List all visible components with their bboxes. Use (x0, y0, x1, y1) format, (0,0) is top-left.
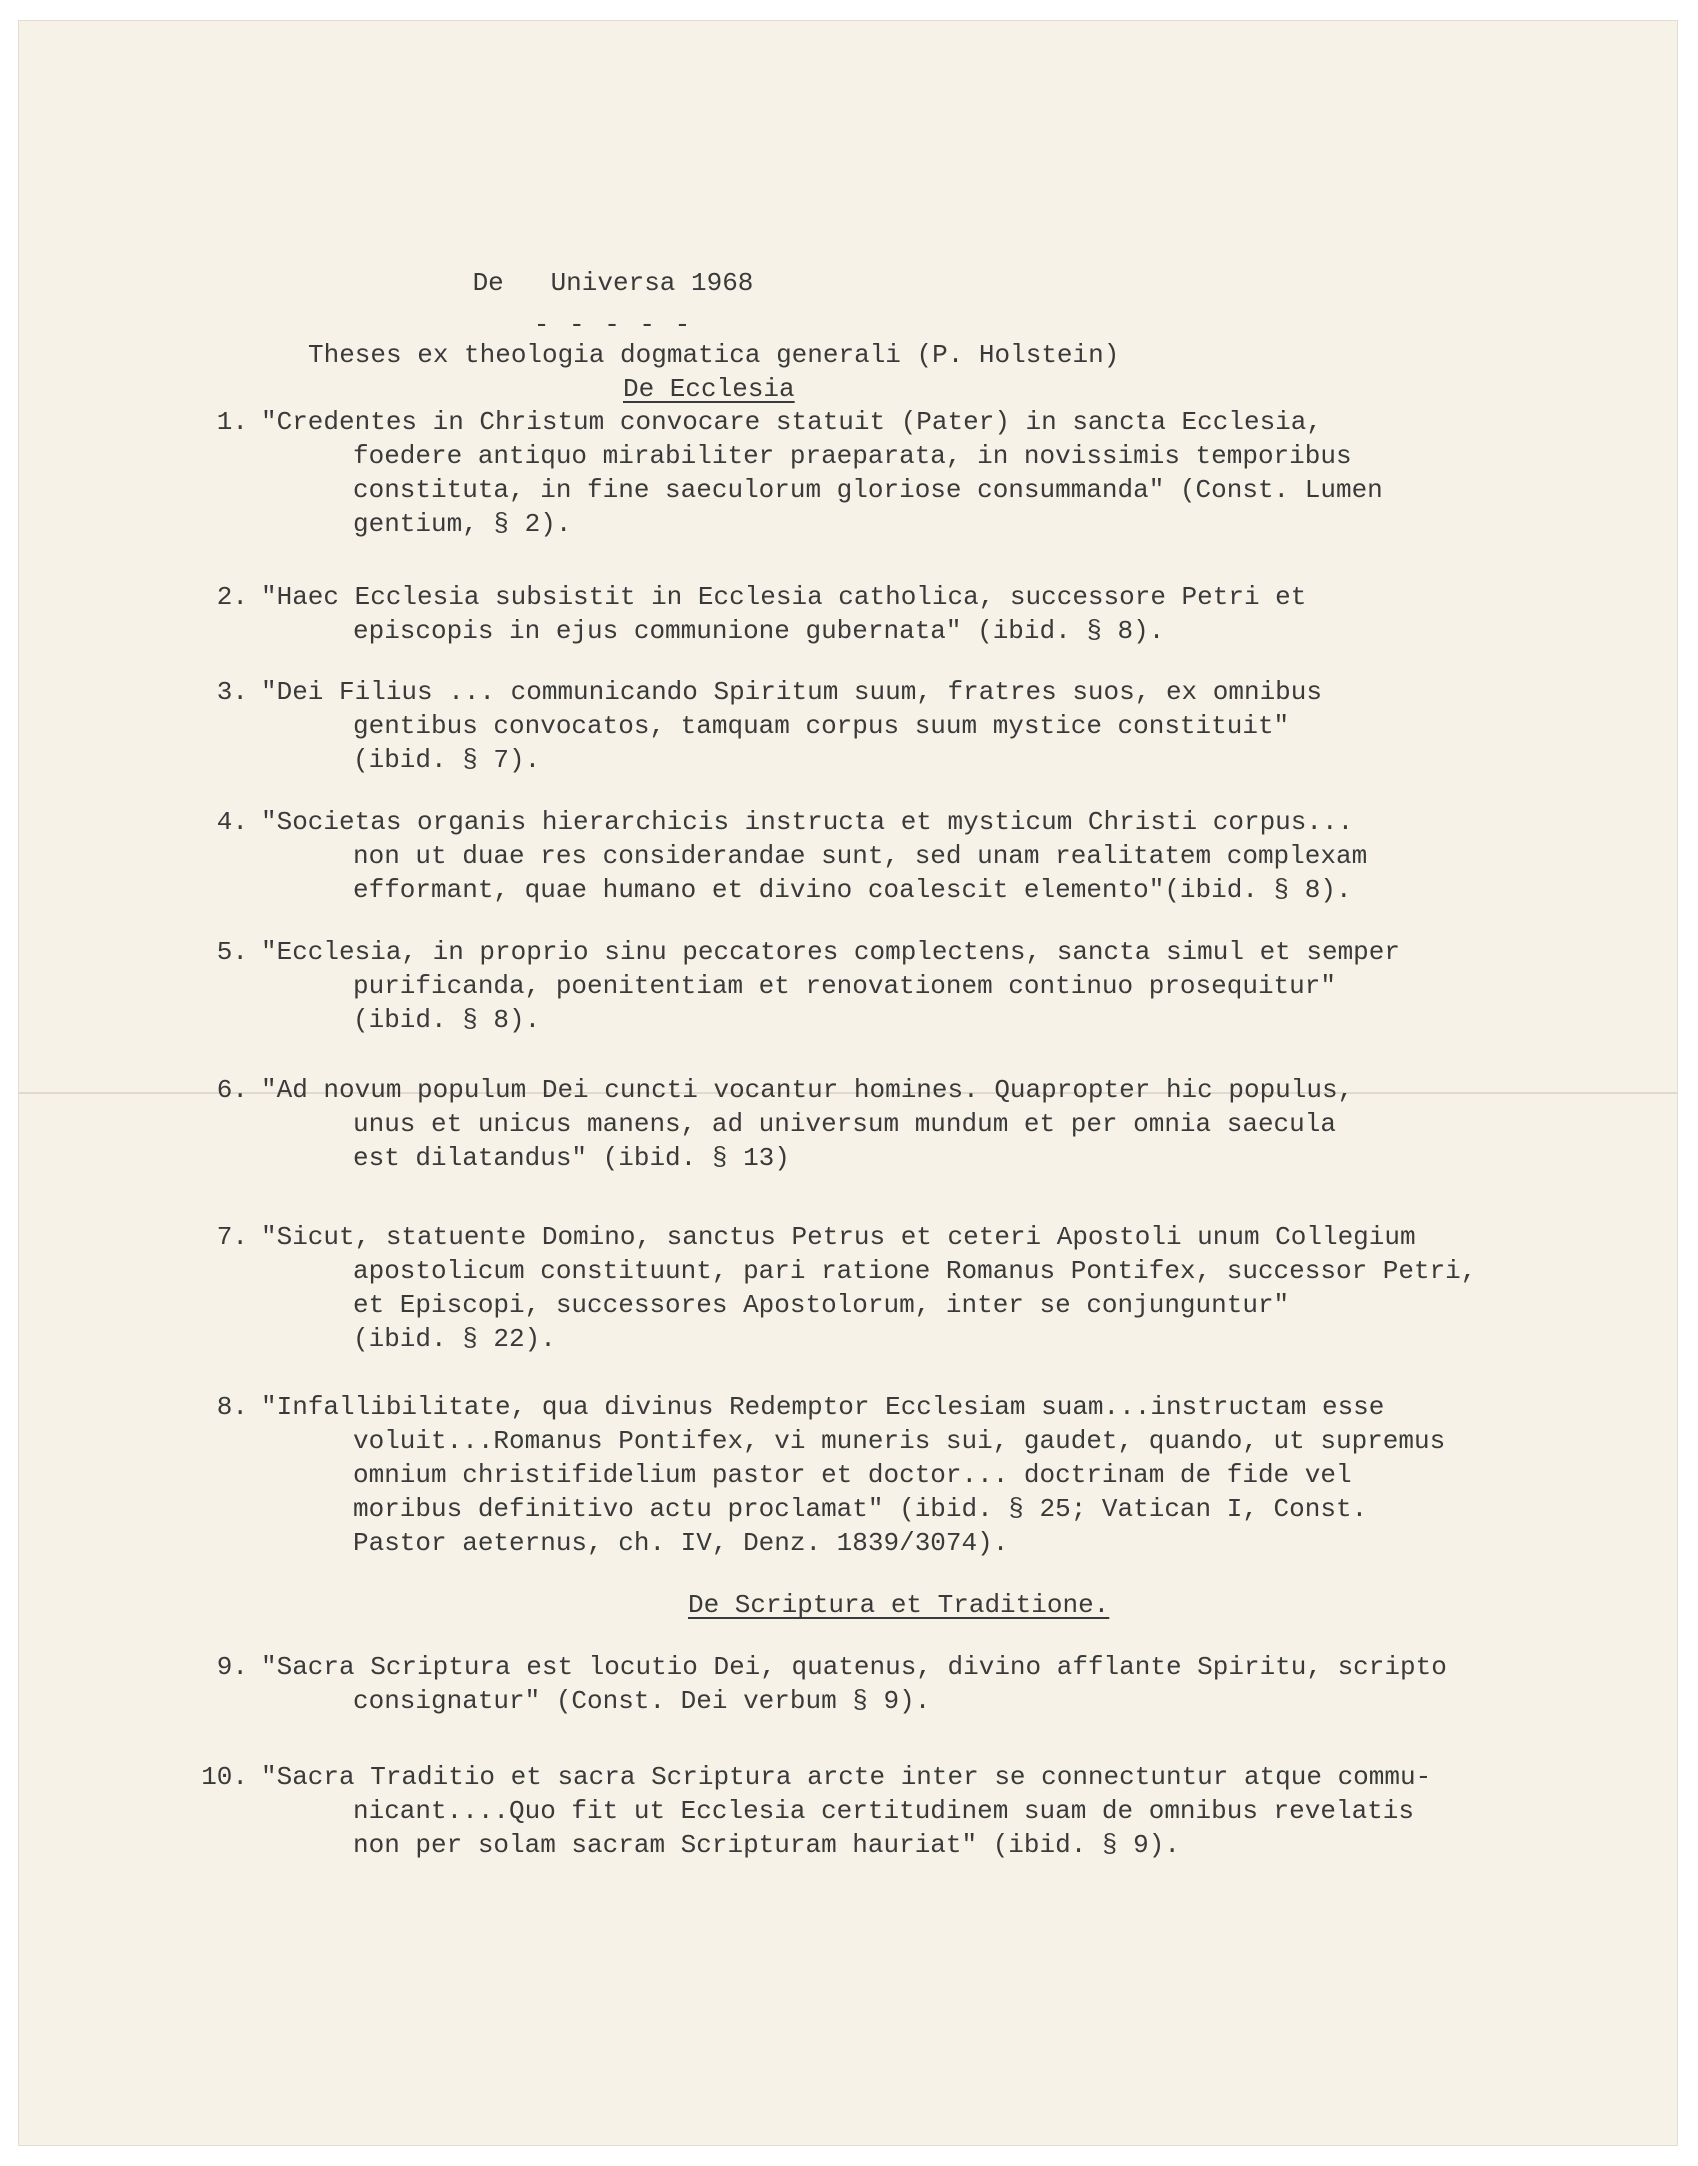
thesis-number: 5. (216, 937, 248, 967)
thesis-line: (ibid. § 22). (353, 1324, 556, 1354)
thesis-line: et Episcopi, successores Apostolorum, inter se conjunguntur" (353, 1290, 1290, 1320)
thesis-line: episcopis in ejus communione gubernata" (ibid. § 8). (353, 616, 1165, 646)
thesis-line: purificanda, poenitentiam et renovationem continuo prosequitur" (353, 971, 1336, 1001)
thesis-line: apostolicum constituunt, pari ratione Romanus Pontifex, successor Petri, (353, 1256, 1477, 1286)
thesis-line: unus et unicus manens, ad universum mundum et per omnia saecula (353, 1109, 1336, 1139)
page-subtitle: Theses ex theologia dogmatica generali (P. Holstein) (308, 340, 1120, 370)
thesis-number: 9. (216, 1652, 248, 1682)
thesis-line: consignatur" (Const. Dei verbum § 9). (353, 1686, 931, 1716)
thesis-line: constituta, in fine saeculorum gloriose consummanda" (Const. Lumen (353, 475, 1383, 505)
thesis-line: omnium christifidelium pastor et doctor... doctrinam de fide vel (353, 1460, 1352, 1490)
thesis-line: "Societas organis hierarchicis instructa et mysticum Christi corpus... (261, 807, 1354, 837)
thesis-line: "Credentes in Christum convocare statuit (Pater) in sancta Ecclesia, (261, 407, 1322, 437)
thesis-number: 2. (216, 582, 248, 612)
title-dashes: - - - - - (533, 310, 693, 340)
thesis-number: 1. (216, 407, 248, 437)
section-title-scriptura: De Scriptura et Traditione. (688, 1590, 1110, 1620)
section-title-ecclesia: De Ecclesia (623, 374, 795, 404)
thesis-line: gentium, § 2). (353, 509, 572, 539)
thesis-line: voluit...Romanus Pontifex, vi muneris sui, gaudet, quando, ut supremus (353, 1426, 1446, 1456)
thesis-line: nicant....Quo fit ut Ecclesia certitudinem suam de omnibus revelatis (353, 1796, 1414, 1826)
thesis-line: "Dei Filius ... communicando Spiritum suum, fratres suos, ex omnibus (261, 677, 1322, 707)
thesis-line: "Sacra Scriptura est locutio Dei, quatenus, divino afflante Spiritu, scripto (261, 1652, 1447, 1682)
thesis-line: "Sacra Traditio et sacra Scriptura arcte inter se connectuntur atque commu- (261, 1762, 1432, 1792)
thesis-number: 3. (216, 677, 248, 707)
thesis-line: Pastor aeternus, ch. IV, Denz. 1839/3074). (353, 1528, 1009, 1558)
thesis-line: foedere antiquo mirabiliter praeparata, in novissimis temporibus (353, 441, 1352, 471)
thesis-line: non ut duae res considerandae sunt, sed unam realitatem complexam (353, 841, 1368, 871)
thesis-line: non per solam sacram Scripturam hauriat" (ibid. § 9). (353, 1830, 1180, 1860)
thesis-line: "Sicut, statuente Domino, sanctus Petrus et ceteri Apostoli unum Collegium (261, 1222, 1416, 1252)
typed-sheet (18, 20, 1678, 2146)
thesis-line: moribus definitivo actu proclamat" (ibid. § 25; Vatican I, Const. (353, 1494, 1368, 1524)
thesis-line: "Ad novum populum Dei cuncti vocantur homines. Quapropter hic populus, (261, 1075, 1354, 1105)
thesis-line: (ibid. § 8). (353, 1005, 541, 1035)
thesis-number: 8. (216, 1392, 248, 1422)
thesis-line: (ibid. § 7). (353, 745, 541, 775)
thesis-line: efformant, quae humano et divino coalescit elemento"(ibid. § 8). (353, 875, 1352, 905)
thesis-number: 4. (216, 807, 248, 837)
thesis-line: "Ecclesia, in proprio sinu peccatores complectens, sancta simul et semper (261, 937, 1400, 967)
thesis-line: est dilatandus" (ibid. § 13) (353, 1143, 790, 1173)
thesis-line: "Infallibilitate, qua divinus Redemptor Ecclesiam suam...instructam esse (261, 1392, 1385, 1422)
thesis-number: 6. (216, 1075, 248, 1105)
page-title: De Universa 1968 (472, 268, 754, 298)
thesis-line: "Haec Ecclesia subsistit in Ecclesia catholica, successore Petri et (261, 582, 1307, 612)
thesis-number: 10. (201, 1762, 248, 1792)
thesis-line: gentibus convocatos, tamquam corpus suum mystice constituit" (353, 711, 1290, 741)
thesis-number: 7. (216, 1222, 248, 1252)
